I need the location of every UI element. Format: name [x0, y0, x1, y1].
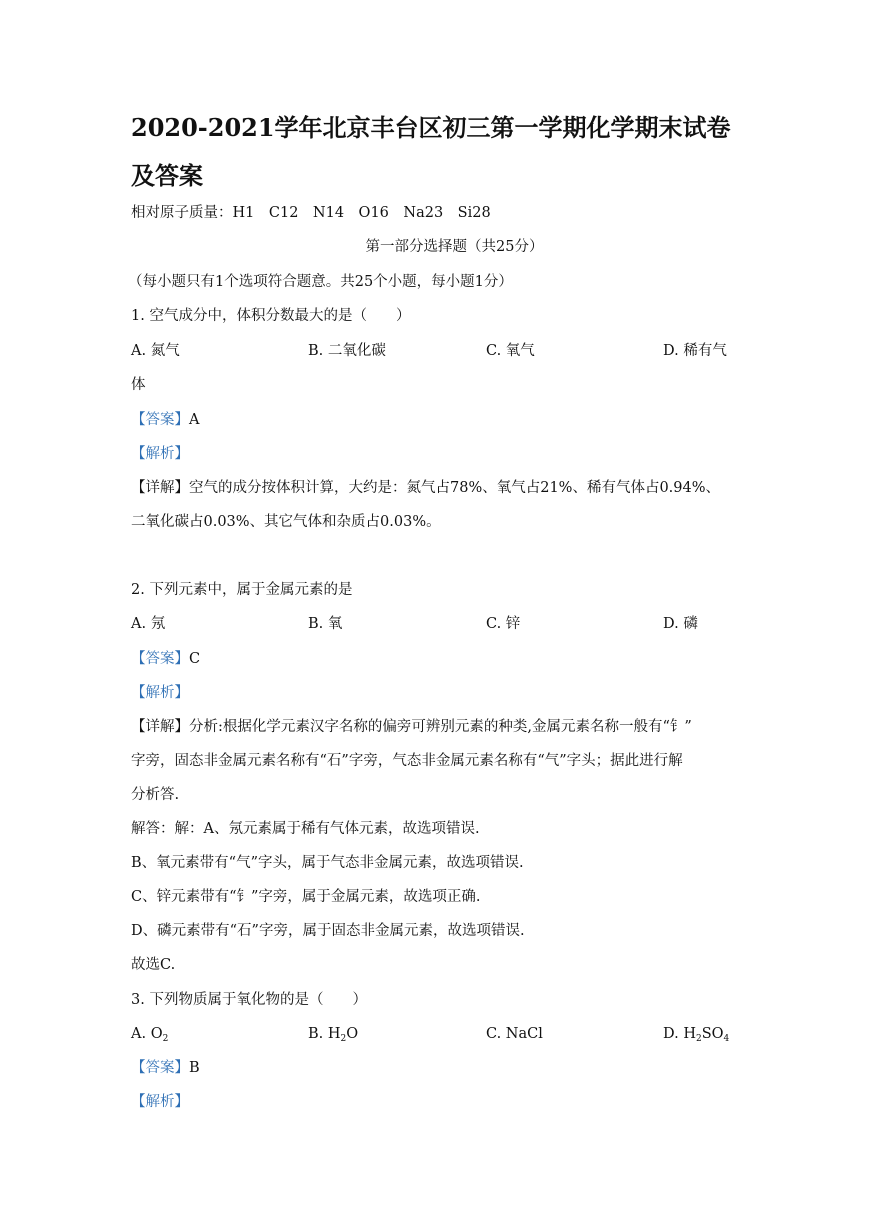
- q2-answer: [131, 649, 200, 669]
- q1-option-a: A. 氮气: [131, 343, 180, 359]
- q1-analysis-tag: 【解析】: [131, 446, 189, 462]
- q2-option-b: B. 氧: [308, 616, 343, 632]
- q3-analysis-tag: 【解析】: [131, 1094, 189, 1110]
- q2-option-d: D. 磷: [663, 616, 698, 632]
- q3-option-c: C. NaCl: [486, 1026, 543, 1042]
- q2-option-a: A. 氖: [131, 616, 166, 632]
- q2-solution-line: D、磷元素带有“石”字旁，属于固态非金属元素，故选项错误.: [131, 923, 525, 939]
- document-title: 2020-2021学年北京丰台区初三第一学期化学期末试卷及答案: [131, 113, 731, 190]
- q3-option-a: A. $O_2$: [131, 1026, 169, 1044]
- q2-analysis-tag: 【解析】: [131, 685, 189, 701]
- q3-answer-value: B: [189, 1060, 200, 1076]
- q1-option-d-wrap: 体: [131, 377, 146, 393]
- q2-option-c: C. 锌: [486, 616, 521, 632]
- q3-answer: [131, 1058, 200, 1078]
- q3-option-d: D. $H_2SO_4$: [663, 1026, 730, 1044]
- answer-tag: 【答案】: [131, 651, 189, 667]
- q1-detail-line1: 【详解】空气的成分按体积计算，大约是：氮气占78%、氧气占21%、稀有气体占0.94%、: [131, 480, 721, 496]
- answer-tag: 【答案】: [131, 1060, 189, 1076]
- detail-tag: 【详解】: [131, 719, 189, 735]
- q1-stem: 1. 空气成分中，体积分数最大的是（ ）: [131, 308, 411, 324]
- q2-answer-value: C: [189, 651, 201, 667]
- q3-option-b: B. $H_2O$: [308, 1026, 359, 1044]
- q1-detail-line2: 二氧化碳占0.03%、其它气体和杂质占0.03%。: [131, 514, 441, 530]
- answer-tag: 【答案】: [131, 412, 189, 428]
- q2-solution-line: B、氧元素带有“气”字头，属于气态非金属元素，故选项错误.: [131, 855, 524, 871]
- q1-answer-value: A: [189, 412, 200, 428]
- q2-detail-line2: 字旁，固态非金属元素名称有“石”字旁，气态非金属元素名称有“气”字头；据此进行解: [131, 753, 683, 769]
- q1-answer: [131, 410, 199, 430]
- q2-solution-line: 解答：解：A、氖元素属于稀有气体元素，故选项错误.: [131, 821, 480, 837]
- q1-option-d: D. 稀有气: [663, 343, 727, 359]
- section-title: 第一部分选择题（共25分）: [365, 239, 544, 255]
- q1-option-c: C. 氧气: [486, 343, 535, 359]
- section-note: （每小题只有1个选项符合题意。共25个小题，每小题1分）: [128, 274, 513, 290]
- q2-detail-line3: 分析答.: [131, 787, 180, 803]
- q2-stem: 2. 下列元素中，属于金属元素的是: [131, 582, 353, 598]
- q1-option-b: B. 二氧化碳: [308, 343, 386, 359]
- detail-tag: 【详解】: [131, 480, 189, 496]
- q2-solution-line: C、锌元素带有“钅”字旁，属于金属元素，故选项正确.: [131, 889, 481, 905]
- atomic-mass-line: 相对原子质量：H1 C12 N14 O16 Na23 Si28: [131, 205, 491, 221]
- q3-stem: 3. 下列物质属于氧化物的是（ ）: [131, 992, 367, 1008]
- q2-solution-line: 故选C.: [131, 957, 176, 973]
- q2-detail-line1: 【详解】分析:根据化学元素汉字名称的偏旁可辨别元素的种类,金属元素名称一般有“钅”: [131, 719, 692, 735]
